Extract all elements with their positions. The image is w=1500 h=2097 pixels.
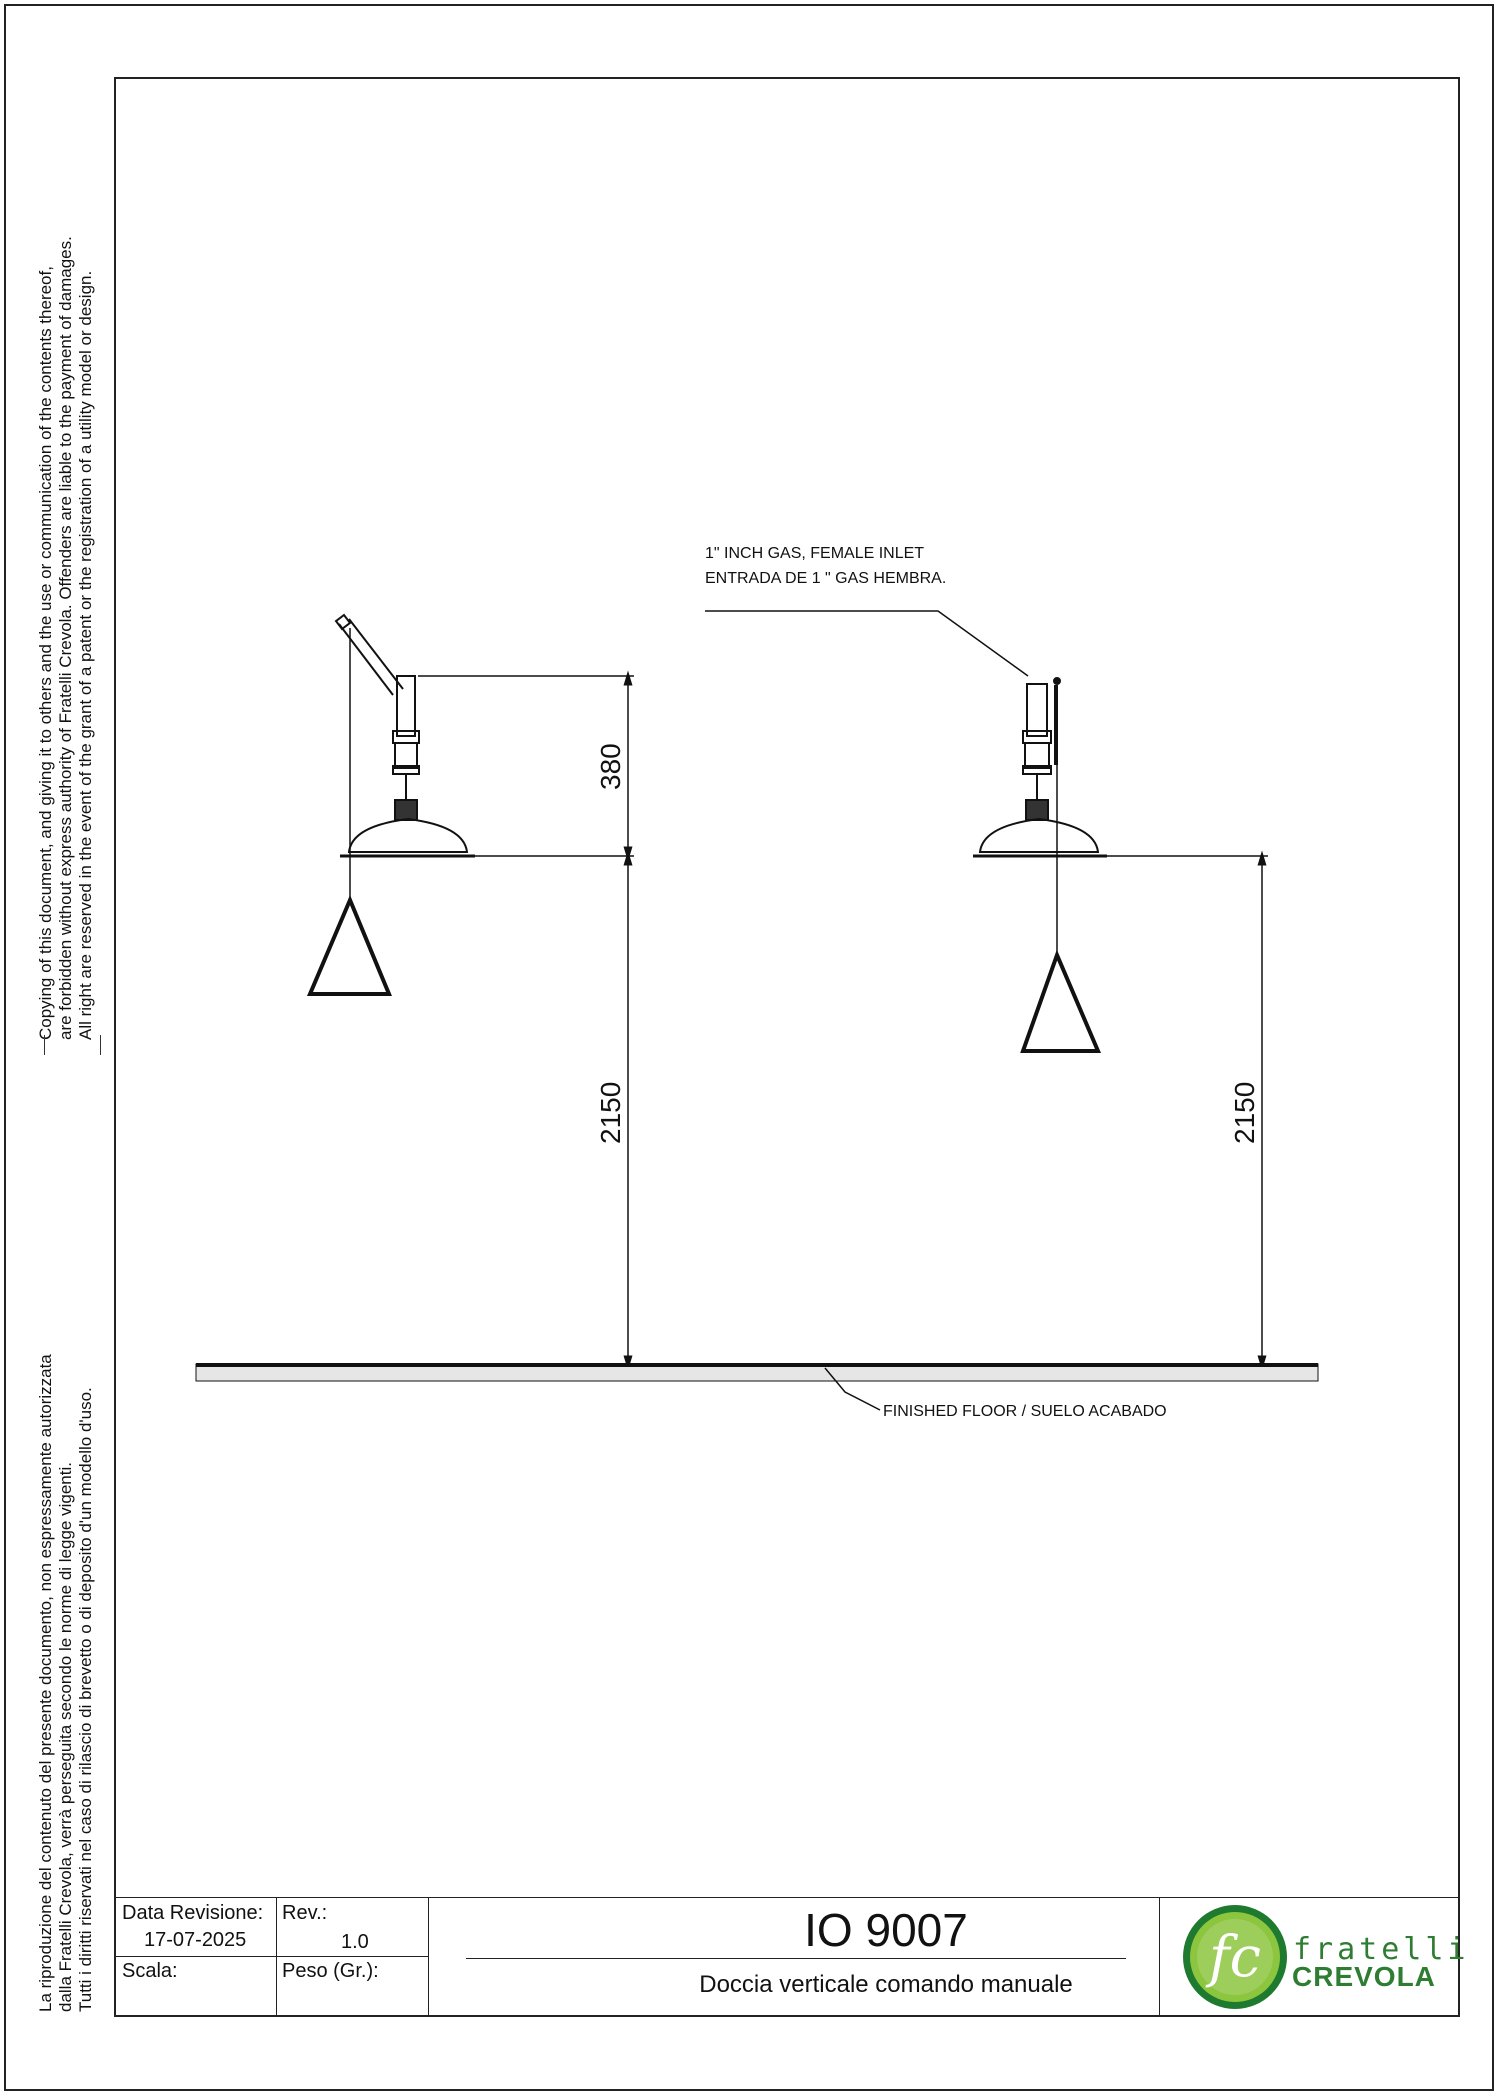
shower-right-body xyxy=(1023,678,1060,820)
data-revisione-value: 17-07-2025 xyxy=(144,1929,247,1951)
shower-right-head xyxy=(980,819,1098,852)
data-revisione-label: Data Revisione: xyxy=(122,1902,264,1924)
finished-floor xyxy=(196,1364,1318,1381)
drawing-code: IO 9007 xyxy=(804,1904,968,1956)
legal-notice-en-line3: All right are reserved in the event of the grant of a patent or the registration of a utility model or design. xyxy=(76,270,95,1040)
shower-left-triangle-handle xyxy=(310,900,389,994)
shower-right xyxy=(973,678,1107,1051)
title-block-code-underline xyxy=(466,1958,1126,1959)
legal-notice-it-line1: La riproduzione del contenuto del presente documento, non espressamente autorizzata xyxy=(36,1354,55,2012)
scala-label: Scala: xyxy=(122,1960,178,1982)
shower-right-triangle-handle xyxy=(1023,955,1098,1051)
dim-head-height: 380 xyxy=(595,743,626,790)
legal-notice-it-line2: dalla Fratelli Crevola, verrà perseguita secondo le norme di legge vigenti. xyxy=(56,1462,75,2012)
logo-text-fratelli: fratelli xyxy=(1293,1932,1470,1967)
title-block-top-border xyxy=(116,1897,1458,1898)
title-block xyxy=(116,1897,1470,2015)
peso-label: Peso (Gr.): xyxy=(282,1960,379,1982)
shower-left-pull-rod xyxy=(336,615,403,695)
dim-floor-height-right: 2150 xyxy=(1229,1081,1260,1144)
title-block-divider-2 xyxy=(428,1897,429,2015)
leader-lines xyxy=(705,611,1028,1410)
rev-label: Rev.: xyxy=(282,1902,328,1924)
title-block-mid-line xyxy=(116,1956,428,1957)
inlet-note-line1: 1" INCH GAS, FEMALE INLET xyxy=(705,545,925,562)
legal-notice-en-line1: Copying of this document, and giving it to others and the use or communication of the contents thereof, xyxy=(36,266,55,1040)
legal-notice-it-line3: Tutti i diritti riservati nel caso di rilascio di brevetto o di deposito d'un modello d'uso. xyxy=(76,1387,95,2012)
fratelli-crevola-logo-mark xyxy=(1180,1902,1290,2012)
dimension-lines xyxy=(418,676,1268,1363)
shower-left-body xyxy=(393,676,419,820)
logo-monogram: fc xyxy=(1208,1925,1262,1990)
legal-notice-en-line2: are forbidden without express authority of Fratelli Crevola. Offenders are liable to the payment of damages. xyxy=(56,236,75,1040)
floor-note: FINISHED FLOOR / SUELO ACABADO xyxy=(883,1403,1167,1420)
inlet-note-line2: ENTRADA DE 1 " GAS HEMBRA. xyxy=(705,570,947,587)
drawing-description: Doccia verticale comando manuale xyxy=(699,1971,1073,1998)
logo-text-crevola: CREVOLA xyxy=(1292,1961,1436,1992)
shower-left-head xyxy=(349,819,467,852)
rev-value: 1.0 xyxy=(341,1931,369,1953)
shower-left xyxy=(310,615,475,994)
dim-floor-height-left: 2150 xyxy=(595,1081,626,1144)
